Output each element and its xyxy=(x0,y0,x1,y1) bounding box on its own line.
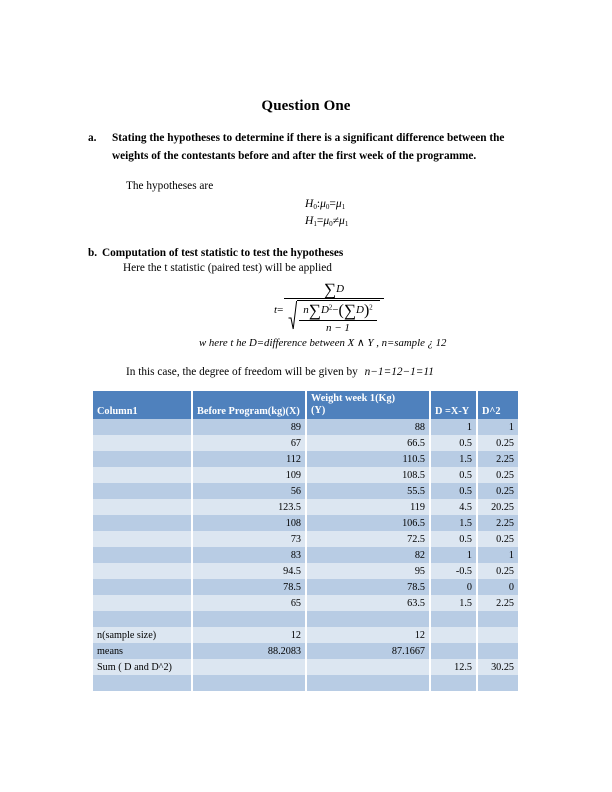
formula-lhs: t xyxy=(274,304,278,317)
cell-y: 72.5 xyxy=(306,531,430,547)
cell-label xyxy=(93,515,192,531)
cell-label xyxy=(93,467,192,483)
cell-y: 12 xyxy=(306,627,430,643)
cell-d2: 1 xyxy=(477,419,518,435)
cell-d2 xyxy=(477,611,518,627)
cell-y: 82 xyxy=(306,547,430,563)
cell-d: 12.5 xyxy=(430,659,477,675)
radicand-numerator xyxy=(299,302,376,321)
h1-symbol: H xyxy=(305,214,314,227)
table-row[interactable] xyxy=(93,499,518,515)
cell-d: 4.5 xyxy=(430,499,477,515)
table-row-means[interactable] xyxy=(93,643,518,659)
cell-d2: 0.25 xyxy=(477,483,518,499)
cell-d2: 2.25 xyxy=(477,595,518,611)
column-header-d-squared[interactable]: D^2 xyxy=(477,391,518,419)
cell-d: 1.5 xyxy=(430,515,477,531)
cell-d2 xyxy=(477,675,518,691)
cell-x xyxy=(192,611,306,627)
page-title: Question One xyxy=(261,98,351,114)
radicand-d-b: D xyxy=(355,303,364,316)
cell-y: 87.1667 xyxy=(306,643,430,659)
sum-symbol-numerator: ∑ xyxy=(323,280,337,299)
radical-sign-icon xyxy=(288,300,297,335)
cell-d xyxy=(430,627,477,643)
cell-x: 12 xyxy=(192,627,306,643)
formula-numerator xyxy=(318,280,350,299)
table-header xyxy=(93,391,518,419)
h1-subscript: 1 xyxy=(313,219,317,228)
weight-week1-line1: Weight week 1(Kg) xyxy=(311,393,396,404)
hypotheses-equations xyxy=(305,196,348,229)
table-row-sum[interactable] xyxy=(93,659,518,675)
numerator-variable: D xyxy=(336,282,345,295)
cell-d2: 0.25 xyxy=(477,531,518,547)
cell-d2: 2.25 xyxy=(477,451,518,467)
section-a-line2: weights of the contestants before and after the first week of the programme. xyxy=(112,149,477,162)
cell-x xyxy=(192,675,306,691)
cell-label xyxy=(93,499,192,515)
cell-y: 108.5 xyxy=(306,467,430,483)
cell-x: 67 xyxy=(192,435,306,451)
cell-label xyxy=(93,595,192,611)
cell-y xyxy=(306,659,430,675)
h0-mu-b: μ xyxy=(335,198,342,210)
radicand-power-b: 2 xyxy=(369,304,373,312)
formula-fraction xyxy=(284,280,383,338)
table-row-spacer[interactable] xyxy=(93,611,518,627)
cell-label xyxy=(93,547,192,563)
t-statistic-formula xyxy=(274,280,384,338)
cell-d2 xyxy=(477,627,518,643)
table-row[interactable] xyxy=(93,531,518,547)
df-text: In this case, the degree of freedom will be given by xyxy=(126,366,358,378)
cell-x: 123.5 xyxy=(192,499,306,515)
cell-d: 1.5 xyxy=(430,595,477,611)
formula-equals: = xyxy=(277,304,284,317)
cell-d2: 1 xyxy=(477,547,518,563)
cell-x: 108 xyxy=(192,515,306,531)
formula-where-note: w here t he D=difference between X ∧ Y , n=sample ¿ 12 xyxy=(199,337,447,349)
h0-mu-a-subscript: 0 xyxy=(325,202,330,211)
table-row[interactable] xyxy=(93,419,518,435)
table-row-sample-size[interactable] xyxy=(93,627,518,643)
cell-d2: 0.25 xyxy=(477,563,518,579)
radicand xyxy=(297,300,379,335)
cell-x: 56 xyxy=(192,483,306,499)
cell-x: 83 xyxy=(192,547,306,563)
radicand-minus: − xyxy=(332,303,339,316)
h0-equals: = xyxy=(329,198,336,210)
radicand-d-a: D xyxy=(320,303,329,316)
cell-label xyxy=(93,611,192,627)
cell-d: 1.5 xyxy=(430,451,477,467)
table-row[interactable] xyxy=(93,467,518,483)
cell-y: 55.5 xyxy=(306,483,430,499)
weight-week1-line2: (Y) xyxy=(311,404,326,416)
section-a-line1: Stating the hypotheses to determine if there is a significant difference between the xyxy=(112,132,505,144)
cell-y: 110.5 xyxy=(306,451,430,467)
null-hypothesis xyxy=(305,196,348,213)
cell-d xyxy=(430,643,477,659)
cell-x: 89 xyxy=(192,419,306,435)
cell-y xyxy=(306,675,430,691)
hypotheses-intro: The hypotheses are xyxy=(126,180,214,192)
degrees-of-freedom-line xyxy=(126,366,434,378)
cell-y: 78.5 xyxy=(306,579,430,595)
cell-y xyxy=(306,611,430,627)
cell-y: 66.5 xyxy=(306,435,430,451)
h1-mu-a-subscript: 0 xyxy=(329,219,333,228)
cell-label xyxy=(93,419,192,435)
column-header-column1[interactable]: Column1 xyxy=(93,391,192,419)
table-row[interactable] xyxy=(93,483,518,499)
cell-d: 0 xyxy=(430,579,477,595)
cell-d2: 0.25 xyxy=(477,467,518,483)
cell-x xyxy=(192,659,306,675)
table-header-row xyxy=(93,391,518,419)
h0-mu-a: μ xyxy=(320,198,326,210)
table-row[interactable] xyxy=(93,547,518,563)
cell-label: n(sample size) xyxy=(93,627,192,643)
column-header-before-program[interactable]: Before Program(kg)(X) xyxy=(192,391,306,419)
h0-subscript: 0 xyxy=(313,202,317,211)
cell-label xyxy=(93,675,192,691)
cell-x: 78.5 xyxy=(192,579,306,595)
cell-d: 0.5 xyxy=(430,435,477,451)
cell-x: 88.2083 xyxy=(192,643,306,659)
cell-d2: 30.25 xyxy=(477,659,518,675)
h0-symbol: H xyxy=(305,198,314,210)
h1-mu-a: μ xyxy=(323,214,330,227)
square-root xyxy=(288,300,379,335)
radicand-n: n xyxy=(303,303,309,316)
table-body xyxy=(93,419,518,691)
cell-d: 0.5 xyxy=(430,483,477,499)
section-a xyxy=(88,130,540,165)
paren-open: ( xyxy=(338,301,344,319)
table-row[interactable] xyxy=(93,515,518,531)
section-b-heading-text: Computation of test statistic to test the hypotheses xyxy=(102,247,344,259)
radicand-denominator: n − 1 xyxy=(299,320,376,334)
h1-relation: = xyxy=(316,214,324,227)
cell-d xyxy=(430,611,477,627)
radicand-power-a: 2 xyxy=(328,304,333,312)
table-row[interactable] xyxy=(93,595,518,611)
h0-relation: : xyxy=(316,198,321,210)
cell-d: -0.5 xyxy=(430,563,477,579)
cell-x: 112 xyxy=(192,451,306,467)
section-b-subtext: Here the t statistic (paired test) will be applied xyxy=(123,262,332,274)
cell-label xyxy=(93,435,192,451)
formula-denominator xyxy=(284,298,383,338)
sum-symbol-b: ∑ xyxy=(343,300,356,320)
cell-label xyxy=(93,483,192,499)
cell-label xyxy=(93,451,192,467)
table-row[interactable] xyxy=(93,579,518,595)
cell-d2: 20.25 xyxy=(477,499,518,515)
h1-not-equals: ≠ xyxy=(332,214,340,227)
cell-label xyxy=(93,563,192,579)
cell-d2: 0 xyxy=(477,579,518,595)
cell-label xyxy=(93,531,192,547)
cell-y: 95 xyxy=(306,563,430,579)
cell-d: 1 xyxy=(430,547,477,563)
df-math: n−1=12−1=11 xyxy=(364,366,434,378)
column-header-d[interactable]: D =X-Y xyxy=(430,391,477,419)
cell-label xyxy=(93,579,192,595)
table-row-footer-spacer[interactable] xyxy=(93,675,518,691)
table-row[interactable] xyxy=(93,451,518,467)
cell-x: 73 xyxy=(192,531,306,547)
cell-y: 63.5 xyxy=(306,595,430,611)
cell-label: Sum ( D and D^2) xyxy=(93,659,192,675)
cell-y: 106.5 xyxy=(306,515,430,531)
cell-d2: 0.25 xyxy=(477,435,518,451)
cell-x: 65 xyxy=(192,595,306,611)
alternative-hypothesis xyxy=(305,213,348,230)
cell-label: means xyxy=(93,643,192,659)
paren-close: ) xyxy=(363,301,370,319)
cell-x: 94.5 xyxy=(192,563,306,579)
cell-y: 88 xyxy=(306,419,430,435)
cell-d xyxy=(430,675,477,691)
cell-y: 119 xyxy=(306,499,430,515)
h1-mu-b: μ xyxy=(339,214,345,227)
h0-mu-b-subscript: 1 xyxy=(341,202,346,211)
table-row[interactable] xyxy=(93,563,518,579)
section-b-marker: b. xyxy=(88,247,98,259)
paired-data-table xyxy=(93,391,518,691)
section-b-heading xyxy=(88,247,343,259)
cell-d2: 2.25 xyxy=(477,515,518,531)
h1-mu-b-subscript: 1 xyxy=(344,219,349,228)
cell-d2 xyxy=(477,643,518,659)
cell-d: 1 xyxy=(430,419,477,435)
cell-x: 109 xyxy=(192,467,306,483)
cell-d: 0.5 xyxy=(430,467,477,483)
column-header-weight-week1[interactable] xyxy=(306,391,430,419)
cell-d: 0.5 xyxy=(430,531,477,547)
table-row[interactable] xyxy=(93,435,518,451)
section-a-marker: a. xyxy=(88,132,97,144)
sum-symbol-a: ∑ xyxy=(308,300,321,320)
